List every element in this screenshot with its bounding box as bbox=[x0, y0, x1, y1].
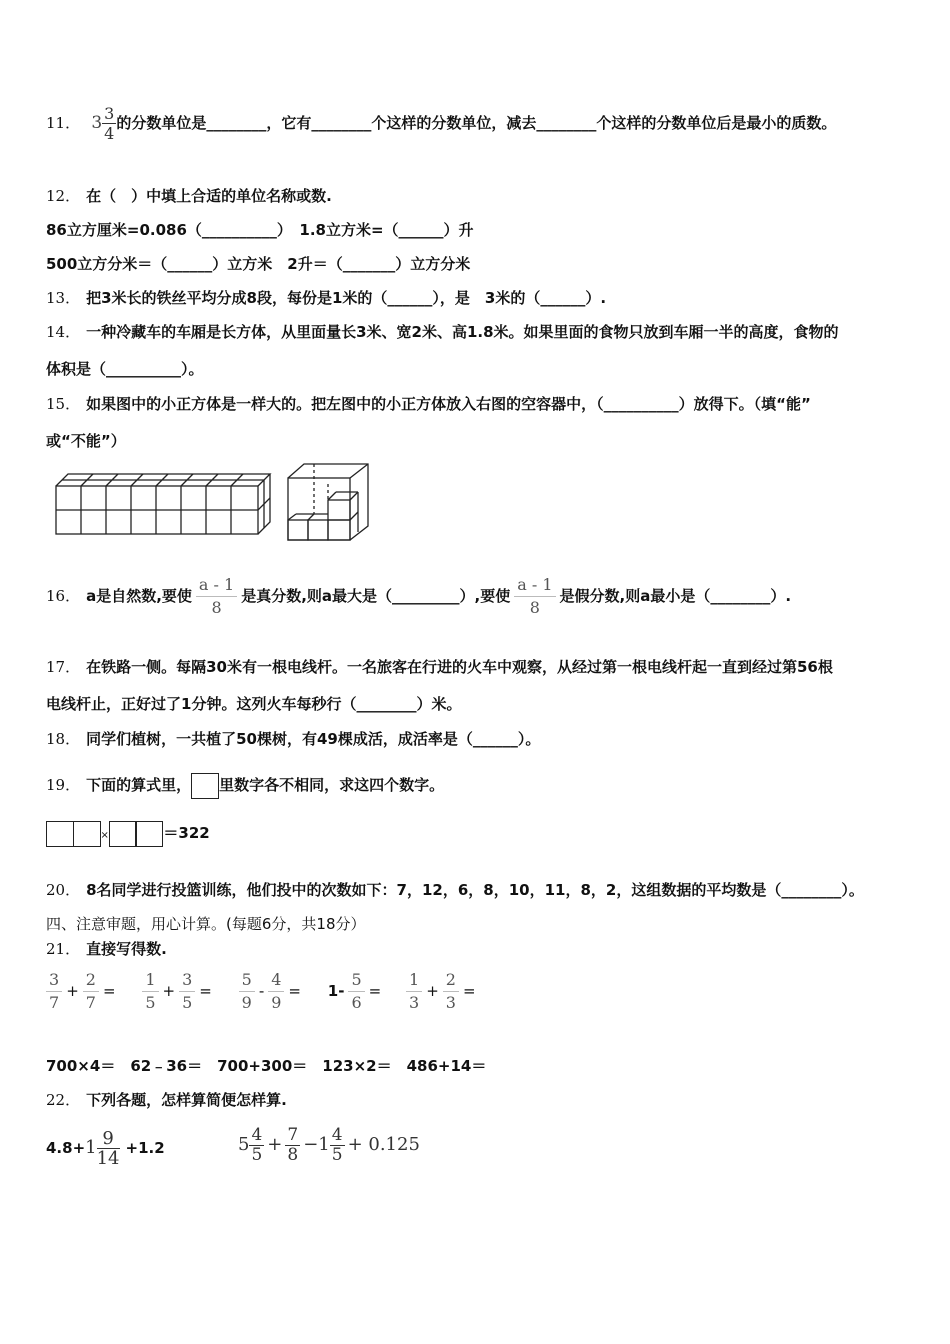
question-14-line2: 体积是（__________）。 bbox=[46, 360, 204, 378]
question-11 bbox=[46, 104, 836, 143]
question-12-line2: 500立方分米＝（______）立方米 2升＝（_______）立方分米 bbox=[46, 255, 471, 273]
fraction-top: 9 bbox=[97, 1129, 120, 1149]
left-cube-block bbox=[56, 474, 270, 534]
question-number: 21． bbox=[46, 940, 81, 958]
question-16 bbox=[46, 572, 791, 620]
fraction-bottom: 9 bbox=[241, 993, 252, 1012]
fraction bbox=[239, 969, 255, 1014]
operator: + bbox=[66, 982, 79, 1000]
fraction-bottom: 3 bbox=[445, 993, 456, 1012]
fraction-top: 4 bbox=[251, 1124, 263, 1145]
expression-1 bbox=[46, 1122, 165, 1174]
question-number: 11． bbox=[46, 114, 81, 132]
question-21 bbox=[46, 939, 167, 959]
digit-box-3[interactable] bbox=[109, 821, 137, 847]
fraction-top: 3 bbox=[104, 104, 115, 123]
fraction-top: 4 bbox=[268, 969, 284, 992]
question-text: 同学们植树，一共植了50棵树，有49棵成活，成活率是（______）。 bbox=[86, 730, 541, 748]
question-13 bbox=[46, 288, 606, 308]
question-text: 的分数单位是________，它有________个这样的分数单位，减去________个这样的分数单位后是最小的质数。 bbox=[116, 114, 837, 132]
mixed-number-fraction bbox=[102, 104, 116, 143]
operator: + bbox=[426, 982, 439, 1000]
fraction bbox=[443, 969, 459, 1014]
question-text-a: a是自然数,要使 bbox=[86, 587, 192, 605]
fraction-top: 1 bbox=[406, 969, 422, 992]
fraction-top: 3 bbox=[179, 969, 195, 992]
fraction-bottom: 9 bbox=[271, 993, 282, 1012]
fraction-a-minus-1-over-8-second bbox=[514, 574, 555, 619]
question-text: 在（ ）中填上合适的单位名称或数. bbox=[86, 187, 332, 205]
exercise-4 bbox=[327, 970, 386, 1012]
question-number: 12． bbox=[46, 187, 81, 205]
integer-exercises: 700×4＝ 62﹣36＝ 700+300＝ 123×2＝ 486+14＝ bbox=[46, 1057, 487, 1075]
fraction-a-minus-1-over-8 bbox=[196, 574, 237, 619]
fraction-bottom: 8 bbox=[529, 598, 540, 617]
equals-sign: = bbox=[462, 982, 476, 1000]
question-text-b: 是真分数,则a最大是（_________）,要使 bbox=[241, 587, 511, 605]
exercise-5 bbox=[406, 970, 476, 1012]
question-text: 直接写得数. bbox=[86, 940, 167, 958]
question-15 bbox=[46, 394, 811, 414]
mixed-whole: 1 bbox=[85, 1137, 97, 1158]
question-text: 下列各题，怎样算简便怎样算. bbox=[86, 1091, 287, 1109]
question-number: 22． bbox=[46, 1091, 81, 1109]
fraction-bottom: 5 bbox=[182, 993, 193, 1012]
question-17 bbox=[46, 657, 833, 677]
mixed-fraction bbox=[97, 1129, 120, 1168]
operator: + bbox=[162, 982, 176, 1000]
fraction-bottom: 7 bbox=[85, 993, 96, 1012]
fraction-top: a - 1 bbox=[196, 574, 237, 597]
question-text: 8名同学进行投篮训练，他们投中的次数如下：7，12，6，8，10，11，8，2，这组数据的平均数是（________）。 bbox=[86, 881, 864, 899]
question-number: 13． bbox=[46, 289, 81, 307]
question-text: 一种冷藏车的车厢是长方体，从里面量长3米、宽2米、高1.8米。如果里面的食物只放到车厢一半的高度，食物的 bbox=[86, 323, 839, 341]
operator: - bbox=[258, 982, 265, 1000]
digit-box-1[interactable] bbox=[46, 821, 74, 847]
fraction bbox=[348, 969, 364, 1014]
fraction-top: 2 bbox=[443, 969, 459, 992]
fraction bbox=[46, 969, 62, 1014]
fraction-top: 4 bbox=[331, 1124, 343, 1145]
exercise-1 bbox=[46, 970, 120, 1012]
question-19-equation bbox=[46, 818, 210, 851]
fraction-top: 5 bbox=[348, 969, 364, 992]
question-number: 15． bbox=[46, 395, 81, 413]
fraction-top: 1 bbox=[142, 969, 158, 992]
fraction-top: 7 bbox=[287, 1124, 299, 1145]
question-12-line1: 86立方厘米=0.086（__________） 1.8立方米=（______）升 bbox=[46, 221, 474, 239]
question-text-c: 是假分数,则a最小是（________）. bbox=[559, 587, 792, 605]
question-14 bbox=[46, 322, 839, 342]
operator: + bbox=[267, 1134, 283, 1155]
equation-result: ＝322 bbox=[163, 824, 210, 842]
question-number: 18． bbox=[46, 730, 81, 748]
fraction-exercises bbox=[46, 968, 476, 1014]
equals-sign: = bbox=[288, 982, 301, 1000]
fraction bbox=[330, 1126, 345, 1165]
fraction-bottom: 8 bbox=[211, 598, 222, 617]
fraction bbox=[249, 1126, 264, 1165]
mixed-whole: 5 bbox=[238, 1134, 250, 1155]
cube-figures bbox=[50, 460, 380, 550]
equals-sign: = bbox=[102, 982, 116, 1000]
times-sign: × bbox=[100, 830, 109, 841]
equals-sign: = bbox=[199, 982, 212, 1000]
question-17-line2: 电线杆止，正好过了1分钟。这列火车每秒行（________）米。 bbox=[46, 695, 462, 713]
digit-box-4[interactable] bbox=[135, 821, 163, 847]
fraction-bottom: 5 bbox=[331, 1144, 343, 1165]
fraction-bottom: 14 bbox=[96, 1148, 120, 1169]
expr-lead: 4.8+ bbox=[46, 1139, 86, 1157]
digit-box-2[interactable] bbox=[73, 821, 101, 847]
fraction-bottom: 3 bbox=[409, 993, 420, 1012]
fraction-bottom: 8 bbox=[287, 1144, 299, 1165]
fraction-bottom: 5 bbox=[145, 993, 156, 1012]
question-number: 17． bbox=[46, 658, 81, 676]
operator: −1 bbox=[303, 1134, 330, 1155]
question-text: 在铁路一侧。每隔30米有一根电线杆。一名旅客在行进的火车中观察，从经过第一根电线杆起一直到经过第56根 bbox=[86, 658, 833, 676]
fraction bbox=[83, 969, 99, 1014]
fraction bbox=[268, 969, 284, 1014]
expr-tail: + 0.125 bbox=[347, 1134, 420, 1155]
fraction bbox=[179, 969, 195, 1014]
question-text: 如果图中的小正方体是一样大的。把左图中的小正方体放入右图的空容器中，（__________）放得下。（填“能” bbox=[86, 395, 811, 413]
question-number: 16． bbox=[46, 587, 81, 605]
expr-tail: +1.2 bbox=[125, 1139, 165, 1157]
question-15-line2: 或“不能”） bbox=[46, 432, 126, 450]
question-19 bbox=[46, 770, 444, 800]
fraction bbox=[406, 969, 422, 1014]
question-text-a: 下面的算式里， bbox=[86, 776, 192, 794]
question-22 bbox=[46, 1090, 287, 1110]
fraction-bottom: 4 bbox=[104, 124, 115, 143]
question-number: 14． bbox=[46, 323, 81, 341]
expression-2 bbox=[238, 1120, 420, 1170]
question-18 bbox=[46, 729, 540, 749]
fraction-bottom: 6 bbox=[351, 993, 362, 1012]
right-container bbox=[288, 464, 368, 540]
fraction bbox=[142, 969, 158, 1014]
exercise-3 bbox=[239, 970, 306, 1012]
one-minus: 1- bbox=[327, 982, 345, 1000]
question-number: 19． bbox=[46, 776, 81, 794]
equals-sign: = bbox=[368, 982, 382, 1000]
fraction-bottom: 5 bbox=[251, 1144, 263, 1165]
question-number: 20． bbox=[46, 881, 81, 899]
fraction bbox=[285, 1126, 300, 1165]
fraction-top: 3 bbox=[46, 969, 62, 992]
exercise-2 bbox=[142, 970, 216, 1012]
question-text-b: 里数字各不相同，求这四个数字。 bbox=[219, 776, 445, 794]
answer-box-sample bbox=[191, 773, 219, 799]
section-heading: 四、注意审题，用心计算。(每题6分，共18分） bbox=[46, 915, 366, 933]
fraction-bottom: 7 bbox=[49, 993, 60, 1012]
question-12 bbox=[46, 186, 332, 206]
fraction-top: 5 bbox=[239, 969, 255, 992]
question-20 bbox=[46, 880, 864, 900]
question-text: 把3米长的铁丝平均分成8段，每份是1米的（______），是 3米的（______）. bbox=[86, 289, 607, 307]
mixed-number-whole: 3 bbox=[91, 113, 103, 133]
fraction-top: a - 1 bbox=[514, 574, 555, 597]
fraction-top: 2 bbox=[83, 969, 99, 992]
